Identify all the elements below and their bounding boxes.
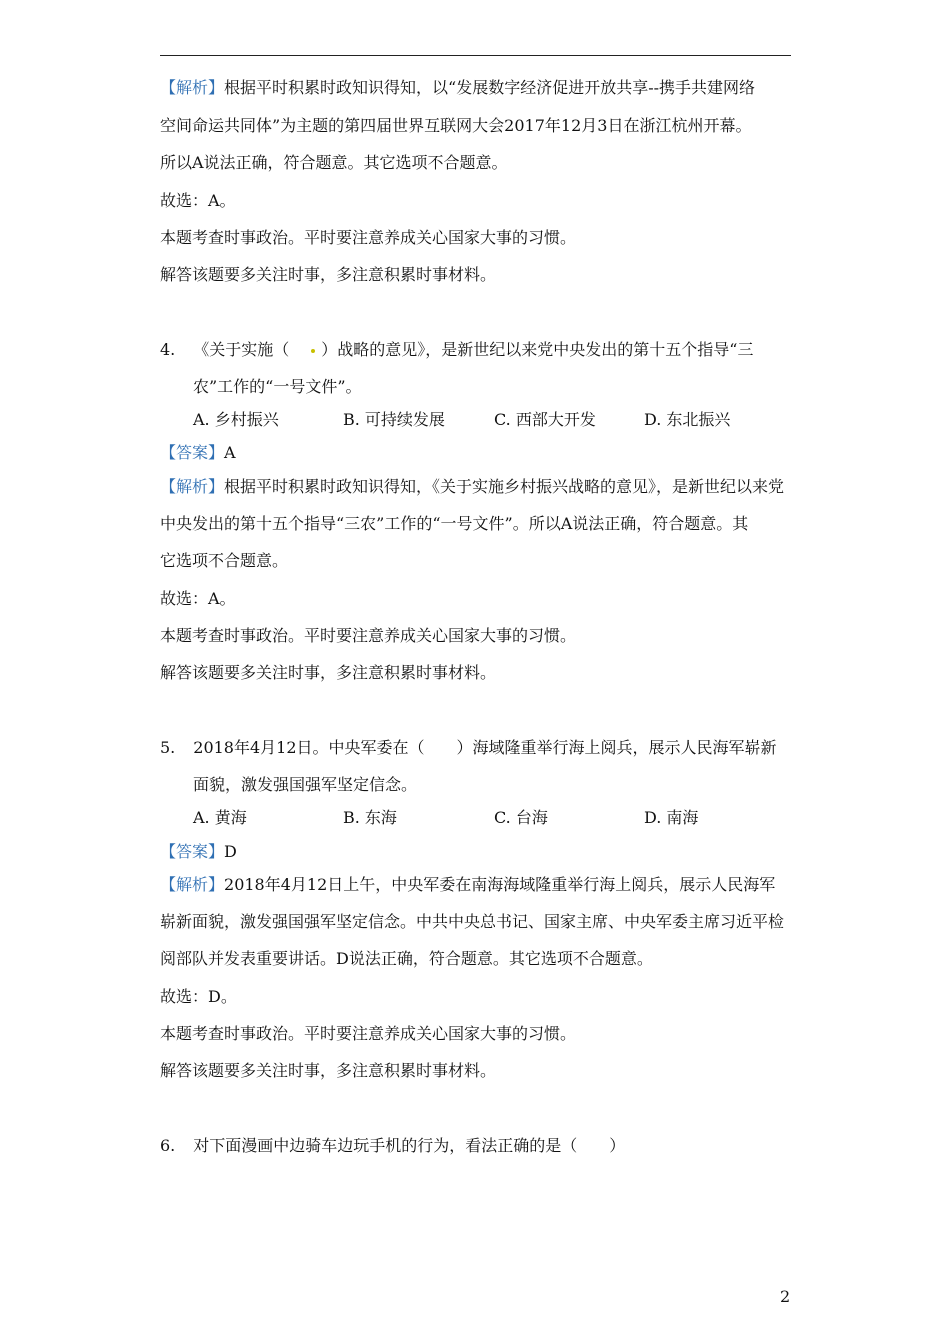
analysis-tag: 【解析】 — [160, 875, 225, 894]
analysis-tag: 【解析】 — [160, 78, 225, 97]
q4-analysis-line-2: 中央发出的第十五个指导“三农”工作的“一号文件”。所以A说法正确，符合题意。其 — [160, 514, 749, 533]
q4-stem-line-1: 4. 《关于实施（ ）战略的意见》，是新世纪以来党中央发出的第十五个指导“三 — [160, 340, 754, 359]
q4-option-b: B. 可持续发展 — [343, 410, 445, 429]
q4-note-2: 解答该题要多关注时事，多注意积累时事材料。 — [160, 663, 497, 682]
analysis-tag: 【解析】 — [160, 477, 225, 496]
q5-analysis-line-1: 【解析】2018年4月12日上午，中央军委在南海海域隆重举行海上阅兵，展示人民海军 — [160, 875, 776, 894]
q4-stem-line-2: 农”工作的“一号文件”。 — [193, 377, 362, 396]
q6-number: 6. — [160, 1136, 176, 1155]
q5-option-c: C. 台海 — [494, 808, 548, 827]
q3-note-1: 本题考查时事政治。平时要注意养成关心国家大事的习惯。 — [160, 228, 577, 247]
q5-stem-line-1: 5. 2018年4月12日。中央军委在（ ）海域隆重举行海上阅兵，展示人民海军崭新 — [160, 738, 777, 757]
q3-analysis-line-1: 【解析】根据平时积累时政知识得知，以“发展数字经济促进开放共享--携手共建网络 — [160, 78, 756, 97]
q5-note-1: 本题考查时事政治。平时要注意养成关心国家大事的习惯。 — [160, 1024, 577, 1043]
q3-analysis-line-2: 空间命运共同体”为主题的第四届世界互联网大会2017年12月3日在浙江杭州开幕。 — [160, 116, 752, 135]
highlight-mark-icon — [311, 349, 315, 353]
q3-choice: 故选：A。 — [160, 191, 236, 210]
answer-tag: 【答案】 — [160, 443, 225, 462]
q5-stem-line-2: 面貌，激发强国强军坚定信念。 — [193, 775, 418, 794]
page-number: 2 — [780, 1287, 791, 1306]
q5-analysis-line-2: 崭新面貌，激发强国强军坚定信念。中共中央总书记、国家主席、中央军委主席习近平检 — [160, 912, 785, 931]
q4-option-d: D. 东北振兴 — [644, 410, 731, 429]
q4-analysis-line-3: 它选项不合题意。 — [160, 551, 289, 570]
q5-option-a: A. 黄海 — [193, 808, 247, 827]
q5-note-2: 解答该题要多关注时事，多注意积累时事材料。 — [160, 1061, 497, 1080]
q5-answer: 【答案】D — [160, 842, 237, 861]
q5-number: 5. — [160, 738, 176, 757]
header-rule — [160, 55, 791, 56]
q5-analysis-line-3: 阅部队并发表重要讲话。D说法正确，符合题意。其它选项不合题意。 — [160, 949, 653, 968]
q4-blank — [289, 340, 321, 360]
q3-note-2: 解答该题要多关注时事，多注意积累时事材料。 — [160, 265, 497, 284]
q6-stem: 6. 对下面漫画中边骑车边玩手机的行为，看法正确的是（ ） — [160, 1136, 626, 1155]
q3-analysis-line-3: 所以A说法正确，符合题意。其它选项不合题意。 — [160, 153, 508, 172]
q5-choice: 故选：D。 — [160, 987, 237, 1006]
q4-choice: 故选：A。 — [160, 589, 236, 608]
q4-analysis-line-1: 【解析】根据平时积累时政知识得知，《关于实施乡村振兴战略的意见》，是新世纪以来党 — [160, 477, 785, 496]
q5-option-b: B. 东海 — [343, 808, 397, 827]
q4-option-a: A. 乡村振兴 — [193, 410, 279, 429]
q5-option-d: D. 南海 — [644, 808, 699, 827]
q4-option-c: C. 西部大开发 — [494, 410, 596, 429]
q4-note-1: 本题考查时事政治。平时要注意养成关心国家大事的习惯。 — [160, 626, 577, 645]
q4-answer: 【答案】A — [160, 443, 236, 462]
answer-tag: 【答案】 — [160, 842, 225, 861]
q4-number: 4. — [160, 340, 176, 359]
